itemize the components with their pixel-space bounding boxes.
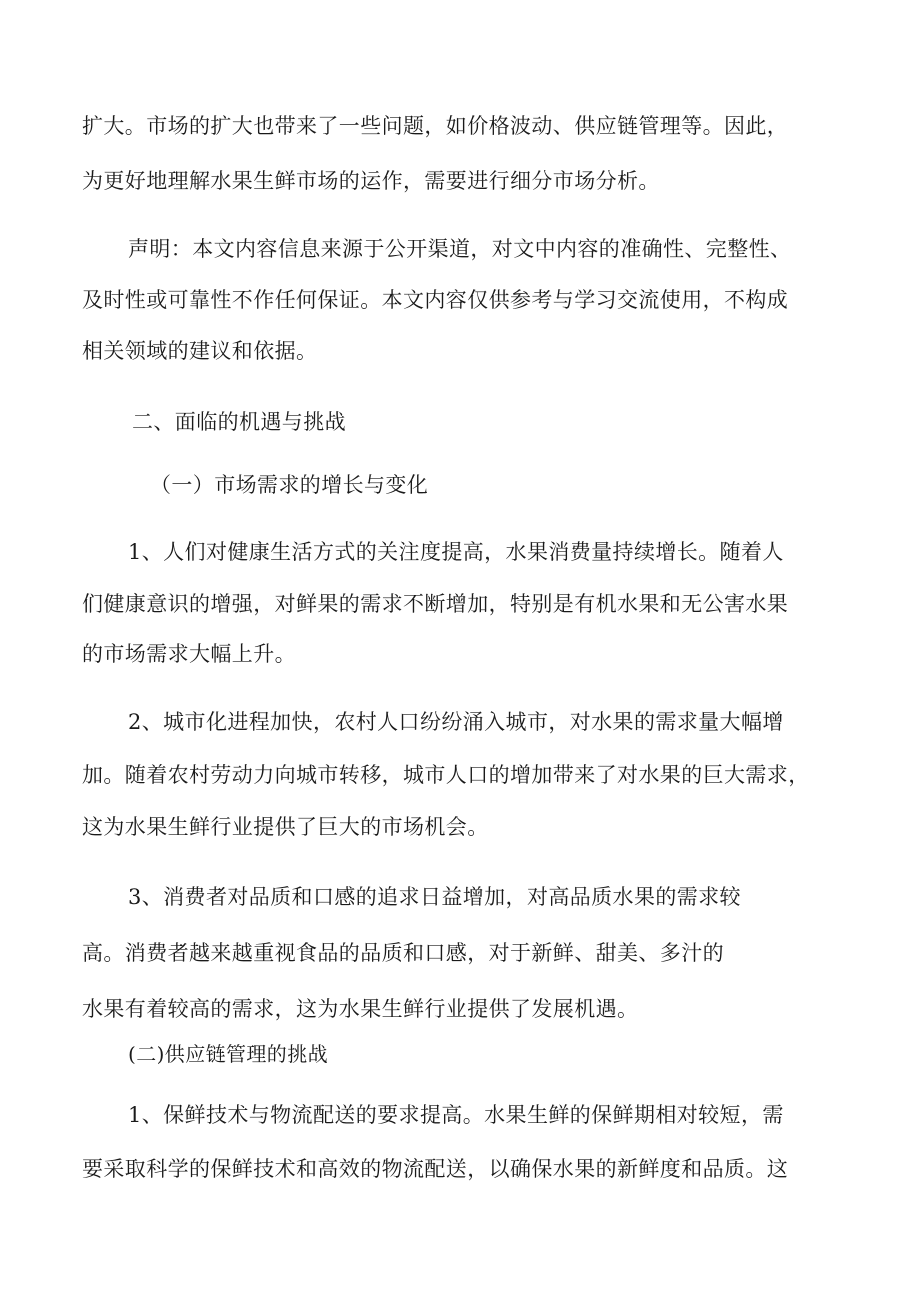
disclaimer-line-3: 相关领域的建议和依据。: [82, 339, 318, 363]
intro-line-1: 扩大。市场的扩大也带来了一些问题，如价格波动、供应链管理等。因此，: [82, 114, 789, 138]
section-heading: 二、面临的机遇与挑战: [132, 410, 346, 434]
disclaimer-line-2: 及时性或可靠性不作任何保证。本文内容仅供参考与学习交流使用，不构成: [82, 288, 789, 312]
subsection-2-heading: (二)供应链管理的挑战: [128, 1042, 329, 1066]
s1-point-3-line-2: 高。消费者越来越重视食品的品质和口感，对于新鲜、甜美、多汁的: [82, 941, 724, 965]
s1-point-1-line-2: 们健康意识的增强，对鲜果的需求不断增加，特别是有机水果和无公害水果: [82, 592, 789, 616]
s1-point-2-line-3: 这为水果生鲜行业提供了巨大的市场机会。: [82, 815, 489, 839]
subsection-1-heading: （一）市场需求的增长与变化: [150, 473, 429, 497]
s1-point-3-line-1: 3、消费者对品质和口感的追求日益增加，对高品质水果的需求较: [128, 885, 741, 909]
s1-point-1-line-3: 的市场需求大幅上升。: [82, 642, 296, 666]
s1-point-1-line-1: 1、人们对健康生活方式的关注度提高，水果消费量持续增长。随着人: [128, 540, 784, 564]
s1-point-2-line-2: 加。随着农村劳动力向城市转移，城市人口的增加带来了对水果的巨大需求，: [82, 763, 810, 787]
s1-point-2-line-1: 2、城市化进程加快，农村人口纷纷涌入城市，对水果的需求量大幅增: [128, 710, 784, 734]
disclaimer-line-1: 声明：本文内容信息来源于公开渠道，对文中内容的准确性、完整性、: [128, 237, 792, 261]
s2-point-1-line-2: 要采取科学的保鲜技术和高效的物流配送，以确保水果的新鲜度和品质。这: [82, 1157, 789, 1181]
intro-line-2: 为更好地理解水果生鲜市场的运作，需要进行细分市场分析。: [82, 169, 660, 193]
s1-point-3-line-3: 水果有着较高的需求，这为水果生鲜行业提供了发展机遇。: [82, 997, 639, 1021]
s2-point-1-line-1: 1、保鲜技术与物流配送的要求提高。水果生鲜的保鲜期相对较短，需: [128, 1103, 784, 1127]
